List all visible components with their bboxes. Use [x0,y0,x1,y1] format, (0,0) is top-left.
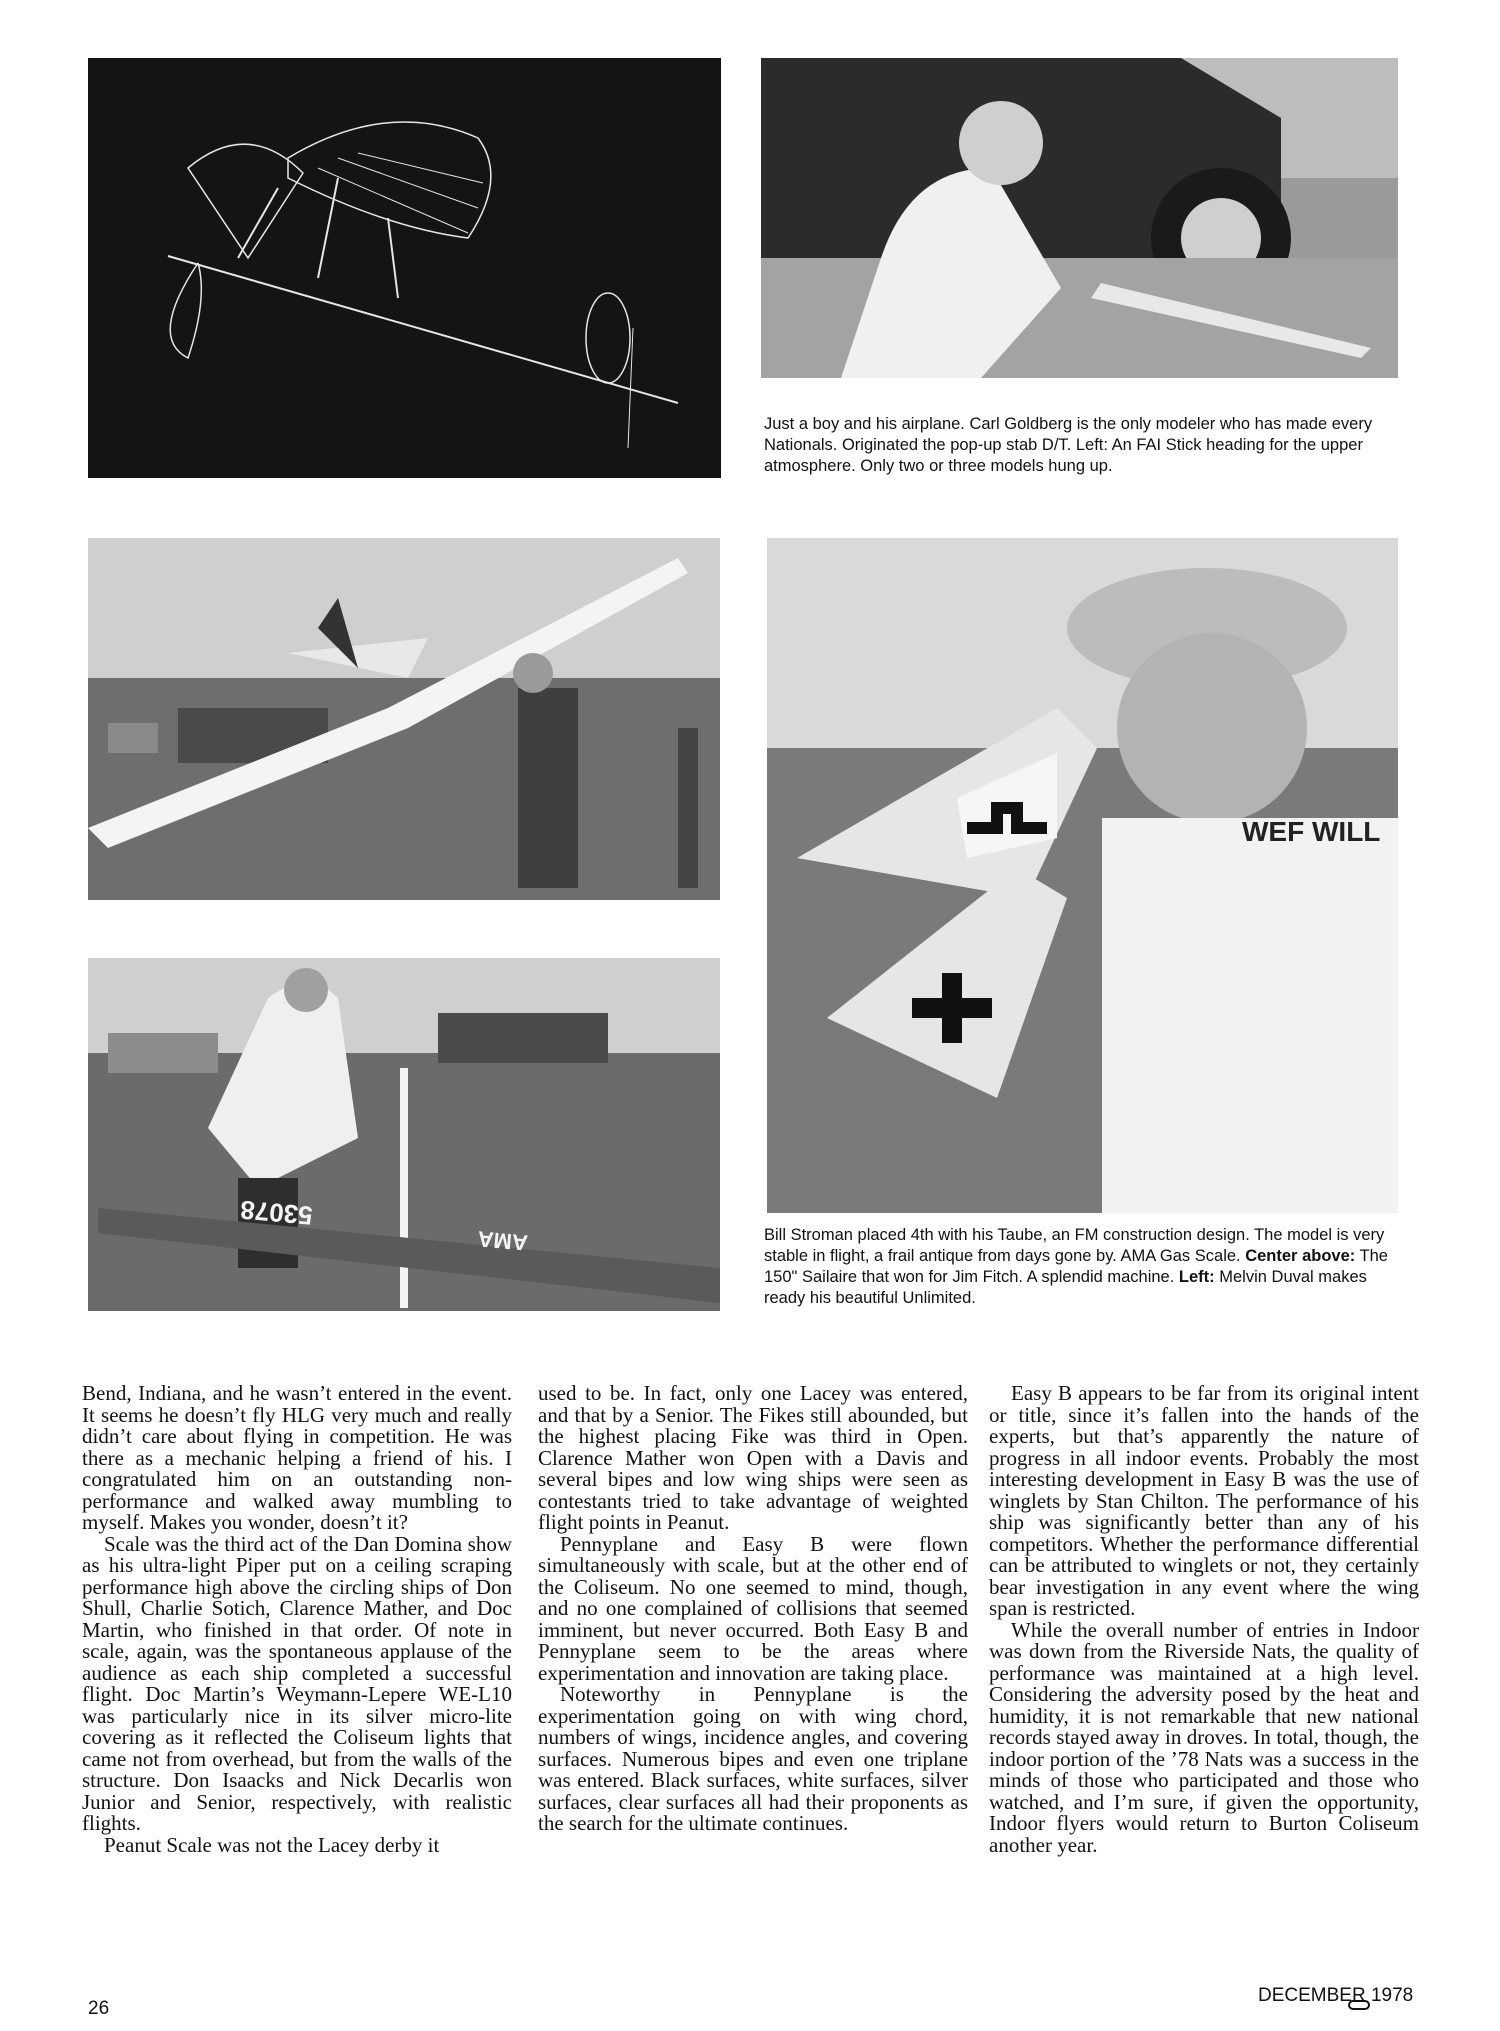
photo-taube [767,538,1398,1213]
caption-center-label: Center above: [1245,1247,1356,1265]
paragraph: Noteworthy in Pennyplane is the experimentation going on with wing chord, numbers of wings, incidence angles, and covering surfaces. Numerous bipes and even one triplane was entered. Black surfaces, white surfaces, silver surfaces, clear surfaces all had their proponents as the search for the ultimate continues. [538,1682,968,1835]
fuselage-number: 53078 [239,1194,314,1231]
fai-stick-illustration [88,58,721,478]
fuselage-mark: AMA [476,1226,529,1256]
photo-unlimited [88,958,720,1311]
taube-illustration [767,538,1398,1213]
paragraph: While the overall number of entries in Indoor was down from the Riverside Nats, the quality of performance was maintained at a high level. Considering the adversity posed by the heat and humidity, it is not remarkable that new national records stayed away in droves. In total, though, the indoor portion of the ’78 Nats was a success in the minds of those who participated and those who watched, and I’m sure, if given the opportunity, Indoor flyers would return to Burton Coliseum another year. [989,1617,1419,1857]
page-number: 26 [88,1998,110,2019]
article-column-1 [82,1383,512,1856]
paragraph: Bend, Indiana, and he wasn’t entered in the event. It seems he doesn’t fly HLG very much and really didn’t care about flying in competition. He was there as a mechanic helping a friend of his. I congratulated him on an outstanding non-performance and walked away mumbling to myself. Makes you wonder, doesn’t it? [82,1381,512,1534]
caption-left-text: Melvin Duval makes ready his beautiful Unlimited. [764,1268,1367,1307]
photo-sailaire [88,538,720,900]
carl-goldberg-illustration [761,58,1398,378]
caption-top: Just a boy and his airplane. Carl Goldberg is the only modeler who has made every Nationals. Originated the pop-up stab D/T. Left: An FAI Stick heading for the upper atmosphere. Only two or three models hung up. [764,415,1373,475]
photo-carl-goldberg [761,58,1398,378]
paragraph: Peanut Scale was not the Lacey derby it [104,1832,440,1857]
photo-fai-stick [88,58,721,478]
paragraph: used to be. In fact, only one Lacey was entered, and that by a Senior. The Fikes still abounded, but the highest placing Fike was third in Open. Clarence Mather won Open with a Davis and several bipes and low wing ships were seen as contestants tried to take advantage of weighted flight points in Peanut. [538,1381,968,1534]
caption-left-label: Left: [1178,1268,1215,1286]
sailaire-illustration [88,538,720,900]
issue-date: DECEMBER 1978 [1258,1985,1414,2006]
article-column-2 [538,1383,968,1835]
article-column-3 [989,1383,1419,1856]
unlimited-illustration [88,958,720,1311]
paragraph: Easy B appears to be far from its original intent or title, since it’s fallen into the hands of the experts, but that’s apparently the nature of progress in all indoor events. Probably the most interesting development in Easy B was the use of winglets by Stan Chilton. The performance of his ship was significantly better than any of his competitors. Whether the performance differential can be attributed to winglets or not, they certainly bear investigation in any event where the wing span is restricted. [989,1381,1419,1620]
caption-bottom-lead: Bill Stroman placed 4th with his Taube, an FM construction design. The model is very stable in flight, a frail antique from days gone by. AMA Gas Scale. [764,1226,1385,1265]
caption-center-text: The 150" Sailaire that won for Jim Fitch. A splendid machine. [764,1247,1388,1286]
paragraph: Pennyplane and Easy B were flown simultaneously with scale, but at the other end of the Coliseum. No one seemed to mind, though, and no one complained of collisions that seemed imminent, but never occurred. Both Easy B and Pennyplane seem to be the areas where experimentation and innovation are taking place. [538,1531,968,1685]
caption-bottom [764,1225,1396,1309]
paragraph: Scale was the third act of the Dan Domina show as his ultra-light Piper put on a ceiling scraping performance high above the circling ships of Don Shull, Charlie Sotich, Clarence Mather, and Doc Martin, who finished in that order. Of note in scale, again, was the spontaneous applause of the audience as each ship completed a successful flight. Doc Martin’s Weymann-Lepere WE-L10 was particularly nice in its silver micro-lite covering as it reflected the Coliseum lights that came not from overhead, but from the walls of the structure. Don Isaacks and Nick Decarlis won Junior and Senior, respectively, with realistic flights. [82,1531,512,1835]
hat-letters: WEF WILL [1242,816,1381,847]
